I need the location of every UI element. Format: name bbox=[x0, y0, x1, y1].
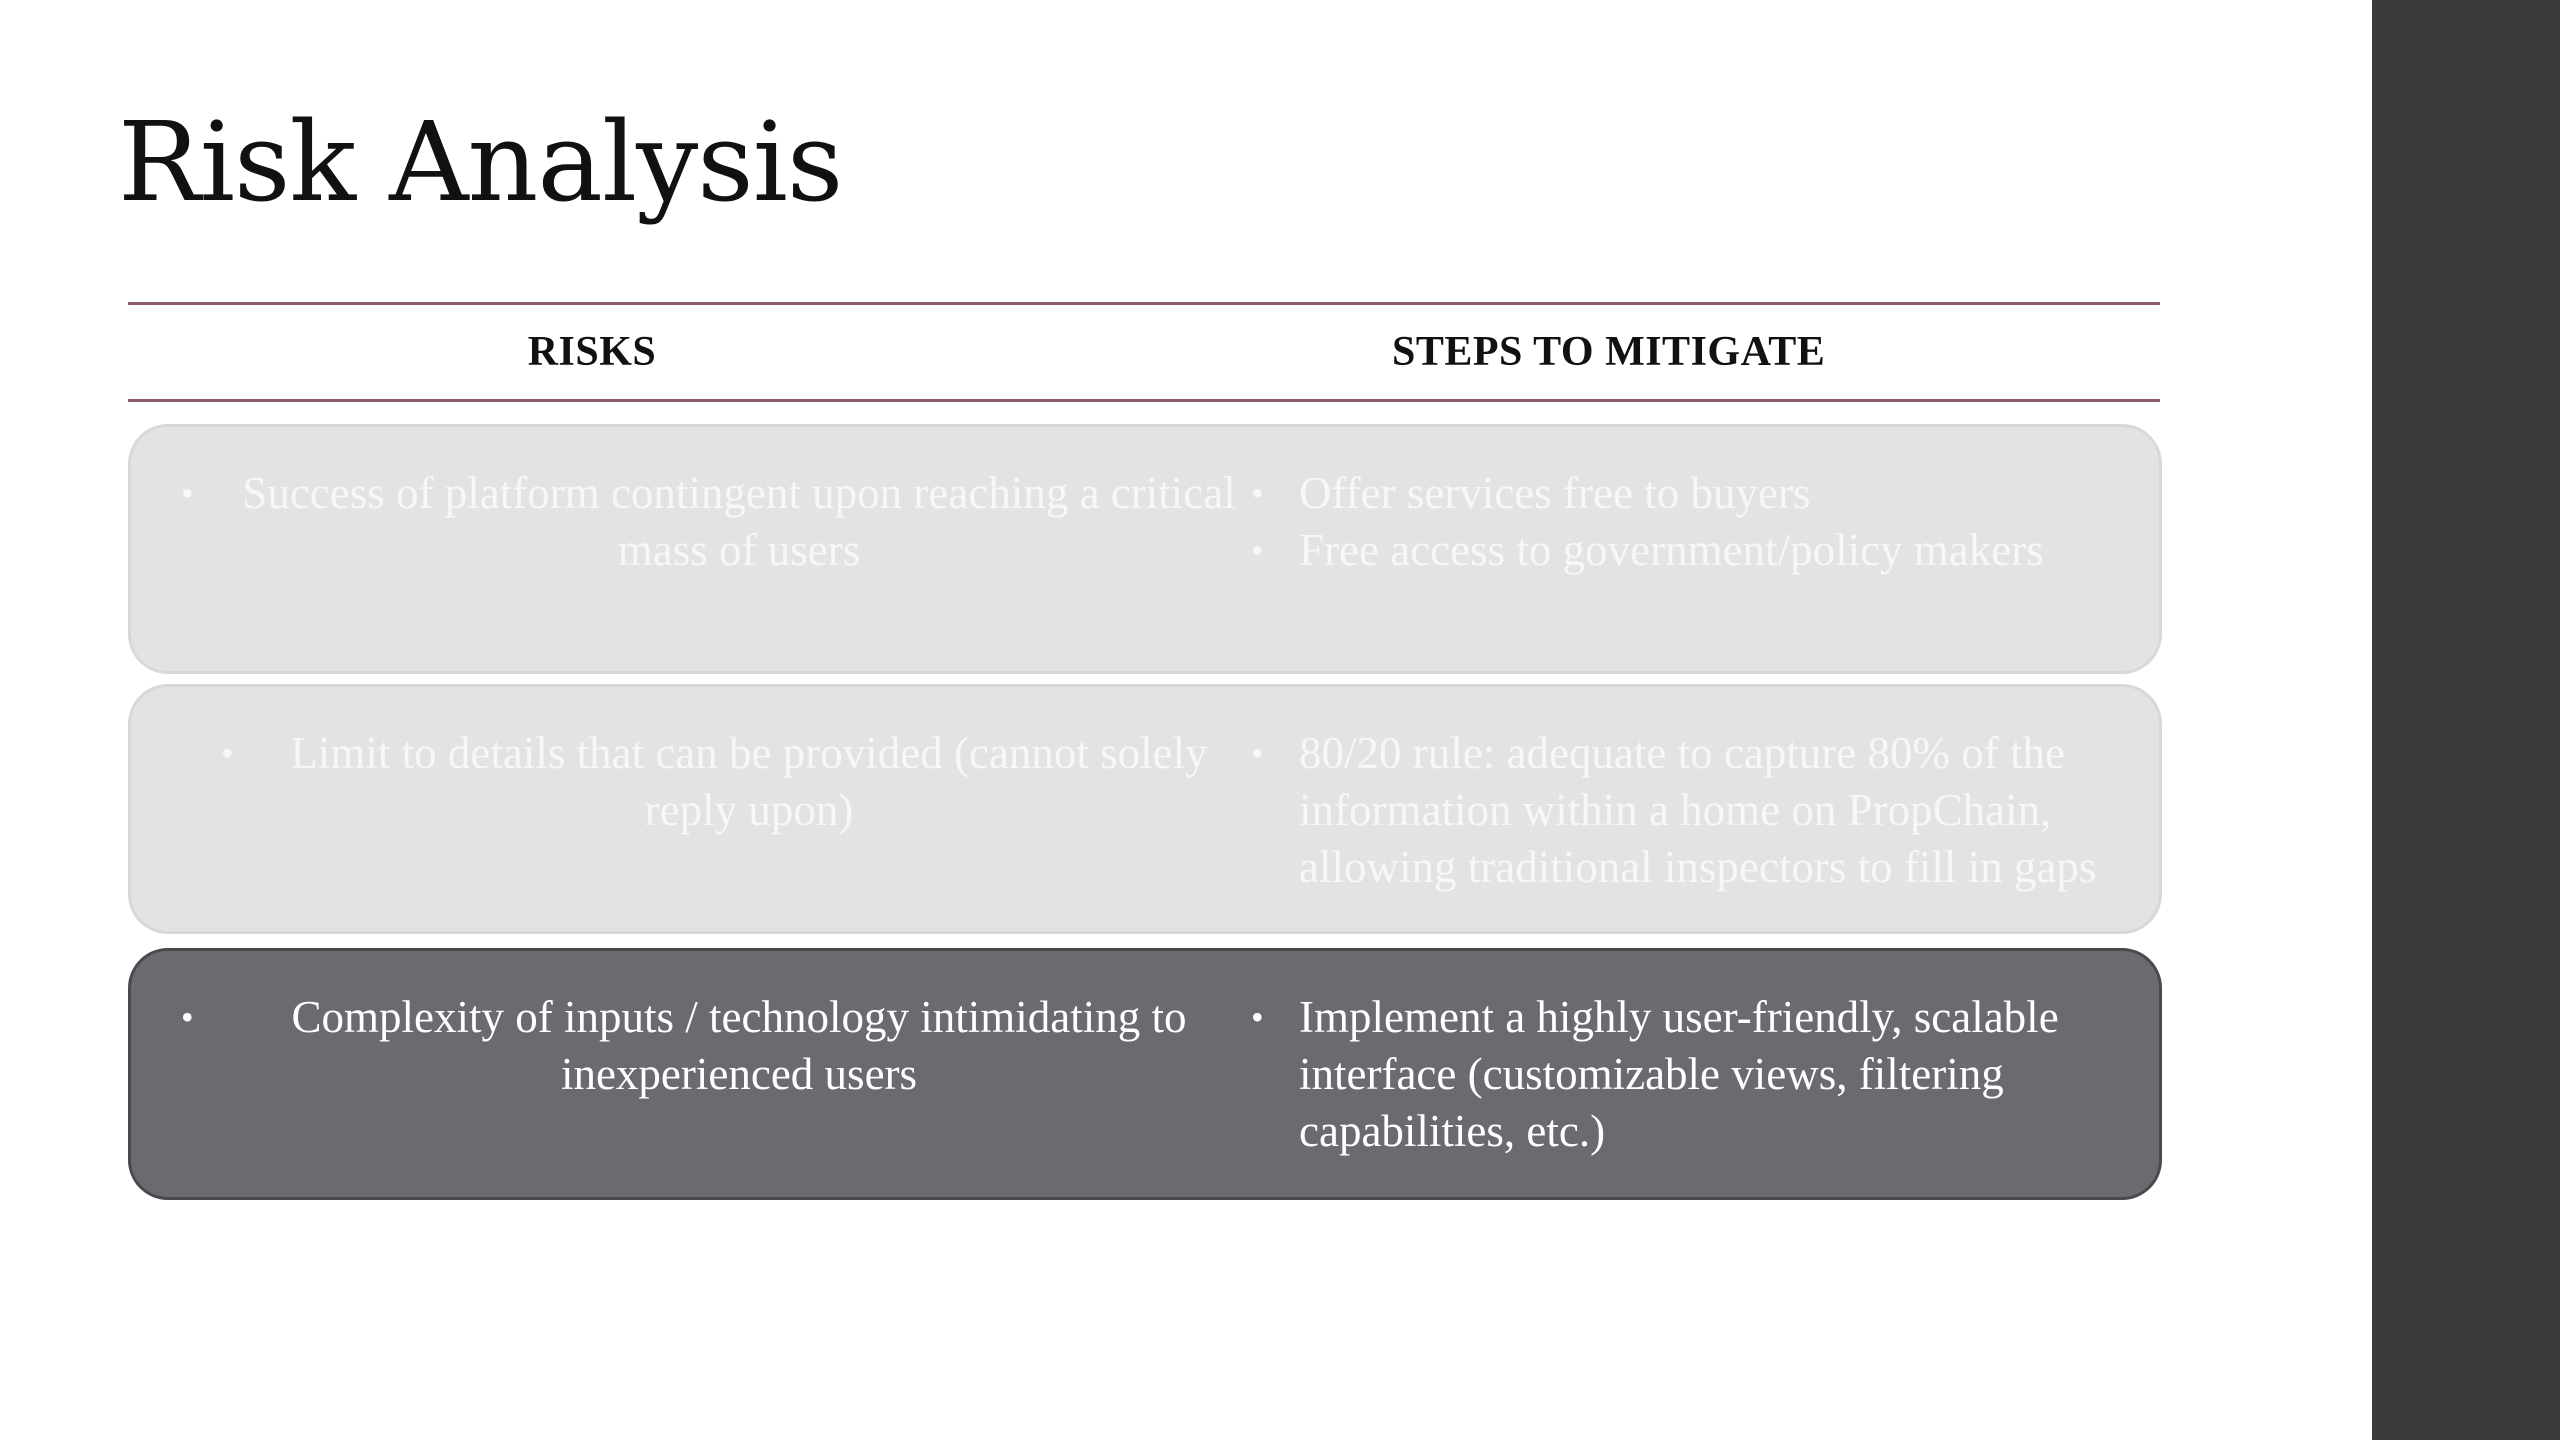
mitigation-item bbox=[1251, 989, 2151, 1160]
bullet-icon: • bbox=[181, 473, 194, 513]
mitigation-text: Offer services free to buyers bbox=[1299, 468, 1811, 518]
bullet-icon: • bbox=[1251, 473, 1264, 513]
header-steps-to-mitigate: STEPS TO MITIGATE bbox=[1392, 329, 1826, 375]
risk-cell bbox=[221, 725, 1221, 839]
slide-title: Risk Analysis bbox=[118, 98, 843, 226]
table-header bbox=[128, 302, 2160, 402]
risk-cell bbox=[181, 465, 1241, 579]
table-row bbox=[128, 684, 2162, 934]
mitigation-item bbox=[1251, 725, 2151, 896]
header-risks: RISKS bbox=[527, 329, 657, 375]
mitigation-item bbox=[1251, 465, 2151, 522]
mitigation-list bbox=[1251, 989, 2151, 1160]
mitigation-text: 80/20 rule: adequate to capture 80% of the information within a home on PropChain, allowing traditional inspectors to fill in gaps bbox=[1299, 728, 2097, 892]
table-row-active bbox=[128, 948, 2162, 1200]
table-row bbox=[128, 424, 2162, 674]
side-bar bbox=[2372, 0, 2560, 1440]
risk-text: Success of platform contingent upon reaching a critical mass of users bbox=[242, 468, 1236, 575]
mitigation-text: Free access to government/policy makers bbox=[1299, 525, 2044, 575]
mitigation-list bbox=[1251, 725, 2151, 896]
risk-cell bbox=[181, 989, 1241, 1103]
risk-text: Limit to details that can be provided (cannot solely reply upon) bbox=[290, 728, 1208, 835]
bullet-icon: • bbox=[221, 733, 234, 773]
bullet-icon: • bbox=[181, 997, 194, 1037]
mitigation-item bbox=[1251, 522, 2151, 579]
bullet-icon: • bbox=[1251, 997, 1264, 1037]
risk-text: Complexity of inputs / technology intimidating to inexperienced users bbox=[291, 992, 1187, 1099]
bullet-icon: • bbox=[1251, 530, 1264, 570]
mitigation-text: Implement a highly user-friendly, scalable interface (customizable views, filtering capabilities, etc.) bbox=[1299, 992, 2059, 1156]
bullet-icon: • bbox=[1251, 733, 1264, 773]
mitigation-list bbox=[1251, 465, 2151, 579]
